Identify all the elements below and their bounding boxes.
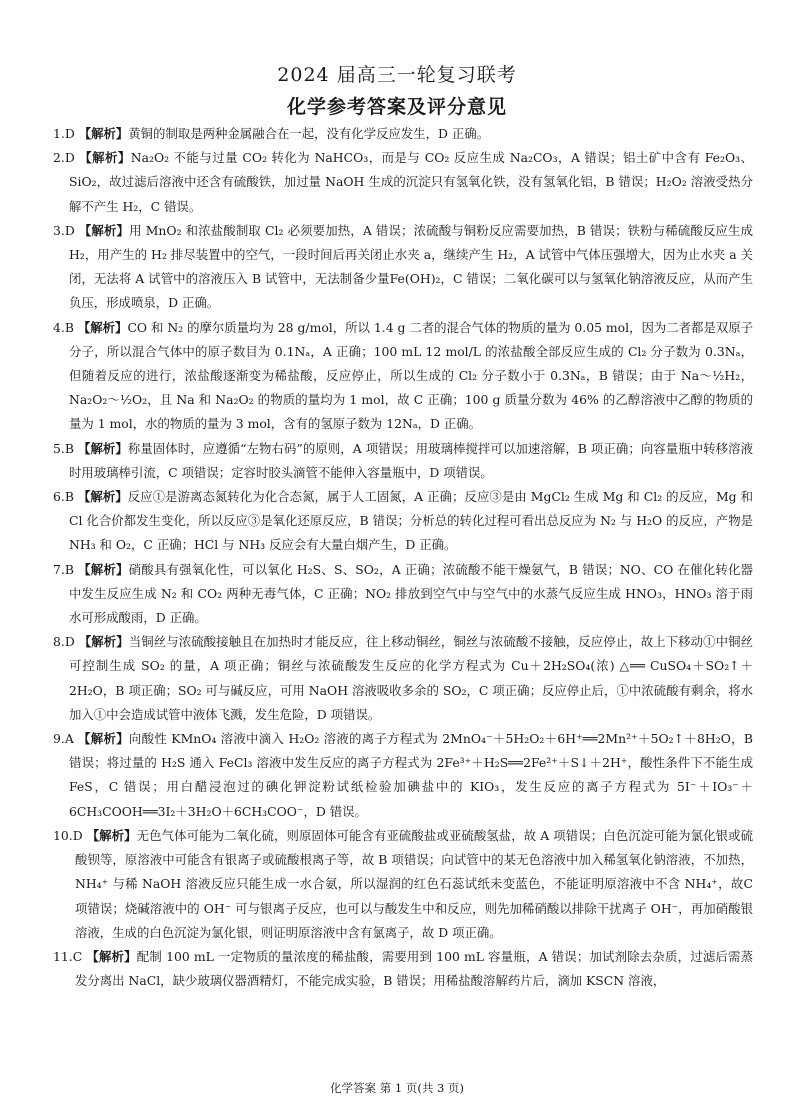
answer-heading: 化学参考答案及评分意见	[286, 96, 507, 118]
answer-number: 4.B	[53, 319, 74, 335]
answer-list	[53, 122, 753, 993]
answer-number: 5.B	[53, 440, 74, 456]
analysis-tag: 【解析】	[78, 222, 130, 238]
answer-number: 8.D	[53, 634, 75, 650]
answer-text: 反应①是游离态氮转化为化合态氮，属于人工固氮，A 正确；反应③是由 MgCl₂ 生成 Mg 和 Cl₂ 的反应，Mg 和 Cl 化合价都发生变化，所以反应③是氧化还原反应，B 错误；分析总的转化过程可看出总反应为 N₂ 与 H₂O 的反应，产物是 NH₃ 和 O₂，C 正确；HCl 与 NH₃ 反应会有大量白烟产生，D 正确。	[69, 489, 753, 553]
answer-text: 向酸性 KMnO₄ 溶液中滴入 H₂O₂ 溶液的离子方程式为 2MnO₄⁻＋5H₂O₂＋6H⁺══2Mn²⁺＋5O₂↑＋8H₂O，B 错误；将过量的 H₂S 通入 FeCl₃ 溶液中发生反应的离子方程式为 2Fe³⁺＋H₂S══2Fe²⁺＋S↓＋2H⁺，酸性条件下不能生成 FeS，C 错误；用白醋浸泡过的碘化钾淀粉试纸检验加碘盐中的 KIO₃，发生反应的离子方程式为 5I⁻＋IO₃⁻＋6CH₃COOH══3I₂＋3H₂O＋6CH₃COO⁻，D 错误。	[69, 731, 753, 819]
answer-number: 6.B	[53, 489, 74, 505]
answer-text: 当铜丝与浓硫酸接触且在加热时才能反应，往上移动铜丝，铜丝与浓硫酸不接触，反应停止，故上下移动①中铜丝可控制生成 SO₂ 的量，A 项正确；铜丝与浓硫酸发生反应的化学方程式为 Cu＋2H₂SO₄(浓) △══ CuSO₄＋SO₂↑＋2H₂O，B 项正确；SO₂ 可与碱反应，可用 NaOH 溶液吸收多余的 SO₂，C 项正确；反应停止后，①中浓硫酸有剩余，将水加入①中会造成试管中液体飞溅，发生危险，D 项错误。	[69, 634, 754, 722]
answer-item	[53, 146, 753, 219]
exam-title: 2024 届高三一轮复习联考	[277, 64, 517, 86]
analysis-tag: 【解析】	[86, 948, 137, 964]
answer-item	[53, 437, 753, 485]
answer-number: 7.B	[53, 561, 74, 577]
answer-text: 黄铜的制取是两种金属融合在一起，没有化学反应发生，D 正确。	[128, 126, 490, 141]
answer-number: 3.D	[53, 222, 75, 238]
answer-text: 硝酸具有强氧化性，可以氧化 H₂S、S、SO₂，A 正确；浓硫酸不能干燥氨气，B 错误；NO、CO 在催化转化器中发生反应生成 N₂ 和 CO₂ 两种无毒气体，C 正确；NO₂ 排放到空气中与空气中的水蒸气反应生成 HNO₃，HNO₃ 溶于雨水可形成酸雨，D 正确。	[69, 561, 753, 626]
analysis-tag: 【解析】	[77, 319, 128, 335]
answer-item	[53, 122, 753, 146]
answer-text: 用 MnO₂ 和浓盐酸制取 Cl₂ 必须要加热，A 错误；浓硫酸与铜粉反应需要加热，B 错误；铁粉与稀硫酸反应生成 H₂，用产生的 H₂ 排尽装置中的空气，一段时间后再关闭止水夹 a，继续产生 H₂，A 试管中气体压强增大，因为止水夹 a 关闭，无法将 A 试管中的溶液压入 B 试管中，无法制备少量Fe(OH)₂，C 错误；二氧化碳可以与氢氧化钠溶液反应，从而产生负压，形成喷泉，D 正确。	[69, 222, 753, 311]
answer-text: 称量固体时，应遵循“左物右码”的原则，A 项错误；用玻璃棒搅拌可以加速溶解，B 项正确；向容量瓶中转移溶液时用玻璃棒引流，C 项错误；定容时胶头滴管不能伸入容量瓶中，D 项错误。	[69, 440, 753, 480]
analysis-tag: 【解析】	[79, 150, 131, 166]
answer-item	[53, 316, 753, 437]
answer-number: 1.D	[53, 126, 75, 141]
answer-item	[53, 630, 753, 727]
analysis-tag: 【解析】	[77, 489, 128, 505]
answer-number: 9.A	[53, 731, 74, 747]
analysis-tag: 【解析】	[78, 731, 129, 747]
analysis-tag: 【解析】	[78, 634, 129, 650]
answer-text: 配制 100 mL 一定物质的量浓度的稀盐酸，需要用到 100 mL 容量瓶，A 错误；加试剂除去杂质，过滤后需蒸发分离出 NaCl，缺少玻璃仪器酒精灯，不能完成实验，B 错误；用稀盐酸溶解药片后，滴加 KSCN 溶液，	[75, 948, 753, 989]
answer-item	[53, 945, 753, 993]
analysis-tag: 【解析】	[86, 827, 137, 843]
page-footer: 化学答案 第 1 页(共 3 页)	[330, 1081, 464, 1095]
answer-number: 10.D	[53, 827, 83, 843]
answer-number: 2.D	[53, 150, 75, 166]
answer-item	[53, 824, 753, 945]
answer-item	[53, 558, 753, 631]
answer-number: 11.C	[53, 948, 83, 964]
analysis-tag: 【解析】	[77, 440, 128, 456]
answer-item	[53, 485, 753, 558]
analysis-tag: 【解析】	[78, 561, 129, 577]
answer-text: 无色气体可能为二氧化硫，则原固体可能含有亚硫酸盐或亚硫酸氢盐，故 A 项错误；白色沉淀可能为氯化银或硫酸钡等，原溶液中可能含有银离子或硫酸根离子等，故 B 项错误；向试管中的某无色溶液中加入稀氢氧化钠溶液，不加热，NH₄⁺ 与稀 NaOH 溶液反应只能生成一水合氨，所以湿润的红色石蕊试纸未变蓝色，不能证明原溶液中不含 NH₄⁺，故C 项错误；烧碱溶液中的 OH⁻ 可与银离子反应，也可以与酸发生中和反应，则先加稀硝酸以排除干扰离子 OH⁻，再加硝酸银溶液，生成的白色沉淀为氯化银，则证明原溶液中含有氯离子，故 D 项正确。	[75, 827, 753, 940]
answer-item	[53, 219, 753, 316]
answer-item	[53, 727, 753, 824]
analysis-tag: 【解析】	[78, 126, 129, 141]
answer-text: CO 和 N₂ 的摩尔质量均为 28 g/mol，所以 1.4 g 二者的混合气体的物质的量为 0.05 mol，因为二者都是双原子分子，所以混合气体中的原子数目为 0.1Nₐ，A 正确；100 mL 12 mol/L 的浓盐酸全部反应生成的 Cl₂ 分子数为 0.3Nₐ，但随着反应的进行，浓盐酸逐渐变为稀盐酸，反应停止，所以生成的 Cl₂ 分子数小于 0.3Nₐ，B 错误；由于 Na～½H₂，Na₂O₂～½O₂，且 Na 和 Na₂O₂ 的物质的量均为 1 mol，故 C 正确；100 g 质量分数为 46% 的乙醇溶液中乙醇的物质的量为 1 mol，水的物质的量为 3 mol，含有的氢原子数为 12Nₐ，D 正确。	[69, 319, 754, 432]
answer-text: Na₂O₂ 不能与过量 CO₂ 转化为 NaHCO₃，而是与 CO₂ 反应生成 Na₂CO₃，A 错误；铝土矿中含有 Fe₂O₃、SiO₂，故过滤后溶液中还含有硫酸铁，加过量 NaOH 生成的沉淀只有氢氧化铁，没有氢氧化铝，B 错误；H₂O₂ 溶液受热分解不产生 H₂，C 错误。	[69, 150, 754, 214]
